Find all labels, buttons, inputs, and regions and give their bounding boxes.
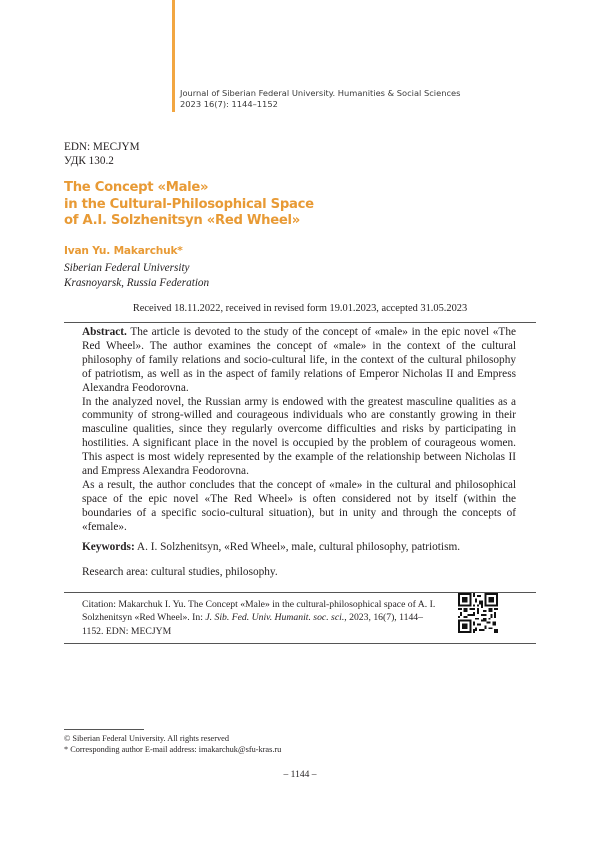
keywords [82,540,516,554]
abstract-paragraph-3: As a result, the author concludes that the concept of «male» in the cultural and philosophical space of the epic novel «The Red Wheel» is often considered not by itself (within the boundaries of a specific socio-cultural situation), but in unity and through the concepts of «female». [82,478,516,533]
citation-bottom-rule [64,643,536,644]
journal-name: Journal of Siberian Federal University. Humanities & Social Sciences [180,88,461,98]
abstract-text-1: The article is devoted to the study of the concept of «male» in the epic novel «The Red Wheel». The author examines the concept of «male» in the context of the cultural philosophy of family relations and socio-cultural life, in the context of the cultural philosophy of patriotism, as well as in the aspect of family relations of Emperor Nicholas II and Empress Alexandra Feodorovna. [82,326,516,394]
abstract-paragraph-2: In the analyzed novel, the Russian army is endowed with the greatest masculine qualities as a community of strong-willed and courageous individuals who are constantly growing in their masculine qualities, since they regularly overcome difficulties and risks by participating in hostilities. A significant place in the novel is occupied by the problem of courageous women. This aspect is most widely represented by the example of the relationship between Nicholas II and Empress Alexandra Feodorovna. [82,395,516,478]
footnote-divider [64,729,144,730]
udk-code: УДК 130.2 [64,154,114,167]
identifiers [64,141,140,168]
title-line-3: of A.I. Solzhenitsyn «Red Wheel» [64,213,300,228]
abstract-paragraph-1 [82,326,516,396]
abstract-top-rule [64,322,536,323]
keywords-text: A. I. Solzhenitsyn, «Red Wheel», male, cultural philosophy, patriotism. [134,541,461,553]
title-line-1: The Concept «Male» [64,180,209,195]
citation-suffix: , 2023, 16(7), 1144–1152. EDN: MECJYM [82,612,423,637]
accent-bar [172,0,175,112]
page-number: – 1144 – [283,770,317,780]
title-line-2: in the Cultural-Philosophical Space [64,196,314,212]
corresponding-author-note: * Corresponding author E-mail address: imakarchuk@sfu-kras.ru [64,745,282,754]
journal-header [180,88,460,110]
author-affiliation [64,261,209,290]
citation-block [82,598,437,638]
citation-journal: J. Sib. Fed. Univ. Humanit. soc. sci. [205,612,345,624]
copyright-note: © Siberian Federal University. All rights reserved [64,734,229,743]
edn-code: EDN: MECJYM [64,141,140,153]
affiliation-location: Krasnoyarsk, Russia Federation [64,276,210,289]
affiliation-university: Siberian Federal University [64,262,190,274]
qr-code-icon[interactable] [458,593,498,633]
abstract-block [82,326,516,535]
research-area: Research area: cultural studies, philosophy. [82,566,278,578]
journal-issue: 2023 16(7): 1144–1152 [180,99,278,109]
keywords-label: Keywords: [82,541,135,553]
received-dates: Received 18.11.2022, received in revised form 19.01.2023, accepted 31.05.2023 [132,303,468,314]
citation-prefix: Citation: Makarchuk I. Yu. The Concept «Male» in the cultural-philosophical space of A. I. Solzhenitsyn «Red Wheel». In: [82,599,436,624]
abstract-label: Abstract. [82,326,127,338]
article-title [64,180,534,230]
author-name: Ivan Yu. Makarchuk* [64,245,183,257]
